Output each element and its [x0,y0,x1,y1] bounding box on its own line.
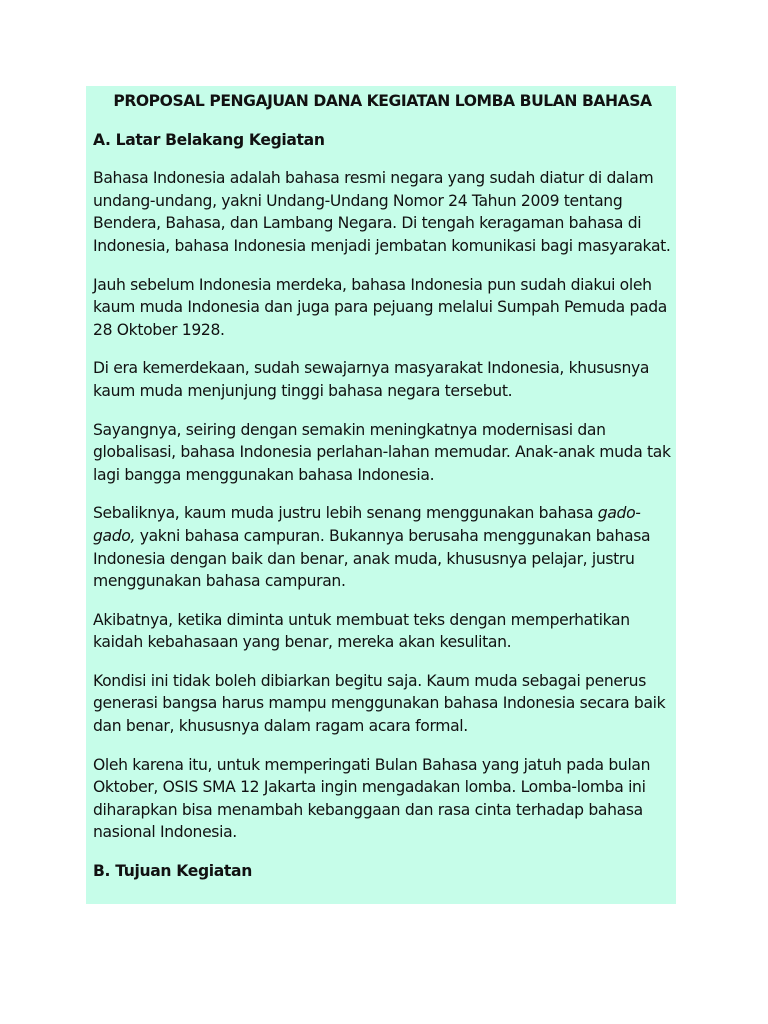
paragraph-5-text-start: Sebaliknya, kaum muda justru lebih senang menggunakan bahasa [93,504,598,523]
section-heading-latar-belakang: A. Latar Belakang Kegiatan [93,130,325,149]
document-title: PROPOSAL PENGAJUAN DANA KEGIATAN LOMBA BULAN BAHASA [113,92,652,110]
paragraph-3: Di era kemerdekaan, sudah sewajarnya masyarakat Indonesia, khususnya kaum muda menjunjung tinggi bahasa negara tersebut. [93,359,650,400]
paragraph-2: Jauh sebelum Indonesia merdeka, bahasa Indonesia pun sudah diakui oleh kaum muda Indonesia dan juga para pejuang melalui Sumpah Pemuda pada 28 Oktober 1928. [93,275,667,339]
paragraph-5-text-end: yakni bahasa campuran. Bukannya berusaha menggunakan bahasa Indonesia dengan baik dan benar, anak muda, khususnya pelajar, justru menggunakan bahasa campuran. [93,526,651,591]
paragraph-6: Akibatnya, ketika diminta untuk membuat teks dengan memperhatikan kaidah kebahasaan yang benar, mereka akan kesulitan. [93,610,630,652]
section-heading-tujuan: B. Tujuan Kegiatan [93,862,252,881]
paragraph-1: Bahasa Indonesia adalah bahasa resmi negara yang sudah diatur di dalam undang-undang, yakni Undang-Undang Nomor 24 Tahun 2009 tentang Bendera, Bahasa, dan Lambang Negara. Di tengah keragaman bahasa di Indonesia, bahasa Indonesia menjadi jembatan komunikasi bagi masyarakat. [93,169,671,255]
paragraph-7: Kondisi ini tidak boleh dibiarkan begitu saja. Kaum muda sebagai penerus generasi bangsa harus mampu menggunakan bahasa Indonesia secara baik dan benar, khususnya dalam ragam acara formal. [93,671,666,736]
paragraph-8: Oleh karena itu, untuk memperingati Bulan Bahasa yang jatuh pada bulan Oktober, OSIS SMA 12 Jakarta ingin mengadakan lomba. Lomba-lomba ini diharapkan bisa menambah kebanggaan dan rasa cinta terhadap bahasa nasional Indonesia. [93,755,651,842]
paragraph-4: Sayangnya, seiring dengan semakin meningkatnya modernisasi dan globalisasi, bahasa Indonesia perlahan-lahan memudar. Anak-anak muda tak lagi bangga menggunakan bahasa Indonesia. [93,420,671,484]
paragraph-5-italic-term: gado-gado, [93,504,641,545]
paragraph-5 [93,502,672,592]
proposal-text-box [86,86,676,904]
